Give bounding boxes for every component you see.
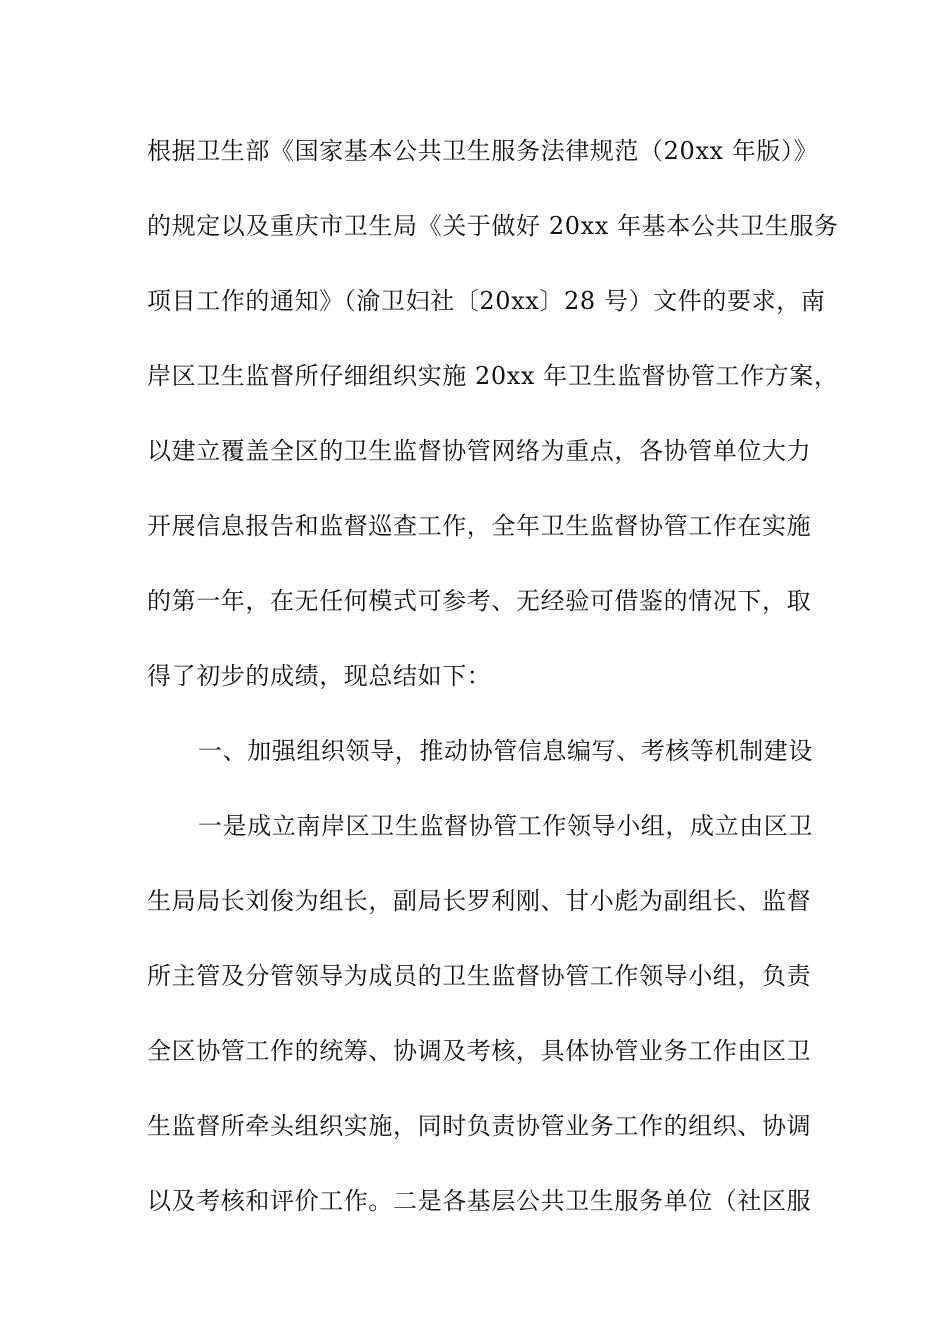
paragraph-line: 所主管及分管领导为成员的卫生监督协管工作领导小组，负责 [147, 962, 812, 990]
paragraph-line: 的规定以及重庆市卫生局《关于做好 20xx 年基本公共卫生服务 [147, 212, 839, 240]
paragraph-line: 岸区卫生监督所仔细组织实施 20xx 年卫生监督协管工作方案， [147, 362, 839, 390]
paragraph-line: 以建立覆盖全区的卫生监督协管网络为重点，各协管单位大力 [147, 437, 812, 465]
paragraph-line: 根据卫生部《国家基本公共卫生服务法律规范（20xx 年版）》 [147, 137, 819, 165]
paragraph-line: 生监督所牵头组织实施，同时负责协管业务工作的组织、协调 [147, 1112, 812, 1140]
section-heading: 一、加强组织领导，推动协管信息编写、考核等机制建设 [198, 737, 813, 765]
paragraph-line: 项目工作的通知》（渝卫妇社〔20xx〕28 号）文件的要求，南 [147, 287, 826, 315]
paragraph-line: 一是成立南岸区卫生监督协管工作领导小组，成立由区卫 [198, 812, 813, 840]
paragraph-line: 开展信息报告和监督巡查工作，全年卫生监督协管工作在实施 [147, 512, 812, 540]
paragraph-line: 生局局长刘俊为组长，副局长罗利刚、甘小彪为副组长、监督 [147, 887, 812, 915]
paragraph-line: 的第一年，在无任何模式可参考、无经验可借鉴的情况下，取 [147, 587, 812, 615]
paragraph-line: 以及考核和评价工作。二是各基层公共卫生服务单位（社区服 [147, 1187, 812, 1215]
paragraph-line: 全区协管工作的统筹、协调及考核，具体协管业务工作由区卫 [147, 1037, 812, 1065]
paragraph-line: 得了初步的成绩，现总结如下： [147, 662, 492, 690]
